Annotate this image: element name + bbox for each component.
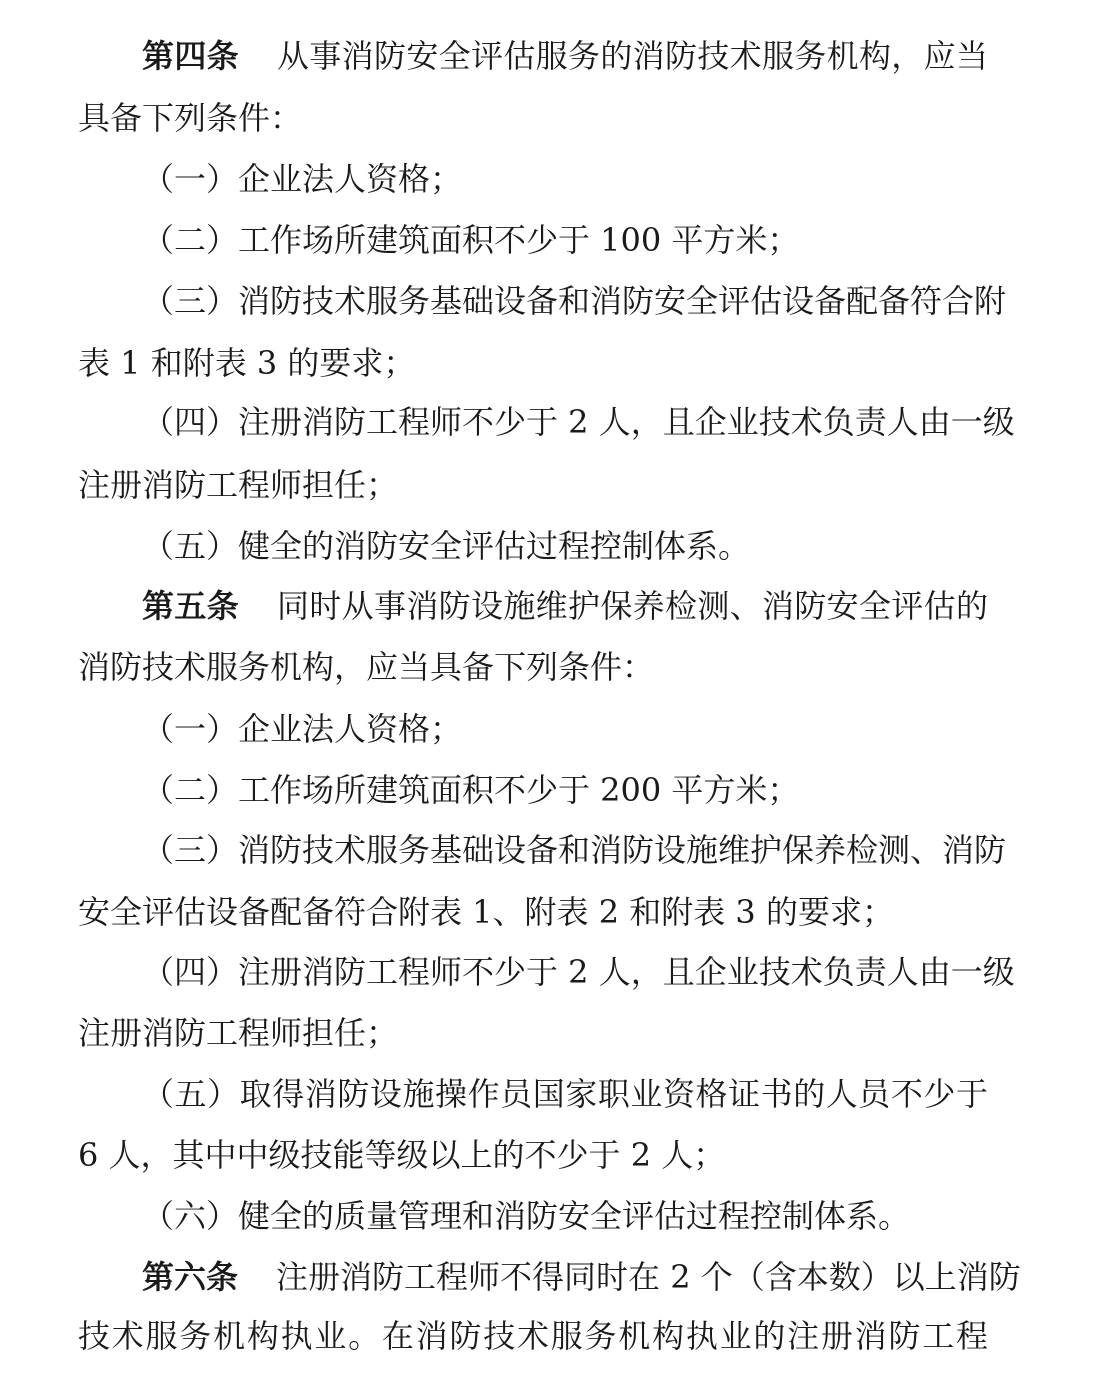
article-5-item-3-cont: 安全评估设备配备符合附表 1、附表 2 和附表 3 的要求；: [78, 893, 894, 931]
article-4-item-3-cont: 表 1 和附表 3 的要求；: [78, 344, 416, 382]
article-4-item-3: （三）消防技术服务基础设备和消防安全评估设备配备符合附: [142, 282, 1007, 320]
article-4-item-4-cont: 注册消防工程师担任；: [78, 466, 399, 504]
article-5-item-5-cont: 6 人，其中中级技能等级以上的不少于 2 人；: [78, 1136, 726, 1174]
article-5-item-5: （五）取得消防设施操作员国家职业资格证书的人员不少于: [142, 1075, 988, 1113]
article-6-line-1: [142, 1247, 1021, 1308]
article-5-item-4-cont: 注册消防工程师担任；: [78, 1014, 399, 1052]
article-5-item-3: （三）消防技术服务基础设备和消防设施维护保养检测、消防: [142, 831, 1007, 869]
article-5-item-2: （二）工作场所建筑面积不少于 200 平方米；: [142, 771, 800, 809]
article-4-item-2: （二）工作场所建筑面积不少于 100 平方米；: [142, 221, 800, 259]
article-4-item-4: （四）注册消防工程师不少于 2 人，且企业技术负责人由一级: [142, 403, 1015, 441]
article-4-text: 从事消防安全评估服务的消防技术服务机构，应当: [277, 37, 988, 75]
article-4-item-1: （一）企业法人资格；: [142, 160, 463, 198]
article-4-item-5: （五）健全的消防安全评估过程控制体系。: [142, 527, 751, 565]
article-5-item-6: （六）健全的质量管理和消防安全评估过程控制体系。: [142, 1197, 911, 1235]
article-5-item-1: （一）企业法人资格；: [142, 710, 463, 748]
article-6-line-2: 技术服务机构执业。在消防技术服务机构执业的注册消防工程: [78, 1317, 988, 1355]
article-4-line-1: [142, 26, 988, 87]
article-5-line-1: [142, 576, 988, 637]
article-6-heading: 第六条: [142, 1258, 239, 1296]
article-5-item-4: （四）注册消防工程师不少于 2 人，且企业技术负责人由一级: [142, 953, 1015, 991]
article-4-line-2: 具备下列条件：: [78, 99, 303, 137]
article-5-line-2: 消防技术服务机构，应当具备下列条件：: [78, 648, 655, 686]
article-4-heading: 第四条: [142, 37, 239, 75]
article-5-text: 同时从事消防设施维护保养检测、消防安全评估的: [277, 587, 988, 625]
article-5-heading: 第五条: [142, 587, 239, 625]
article-6-text: 注册消防工程师不得同时在 2 个（含本数）以上消防: [276, 1258, 1021, 1296]
